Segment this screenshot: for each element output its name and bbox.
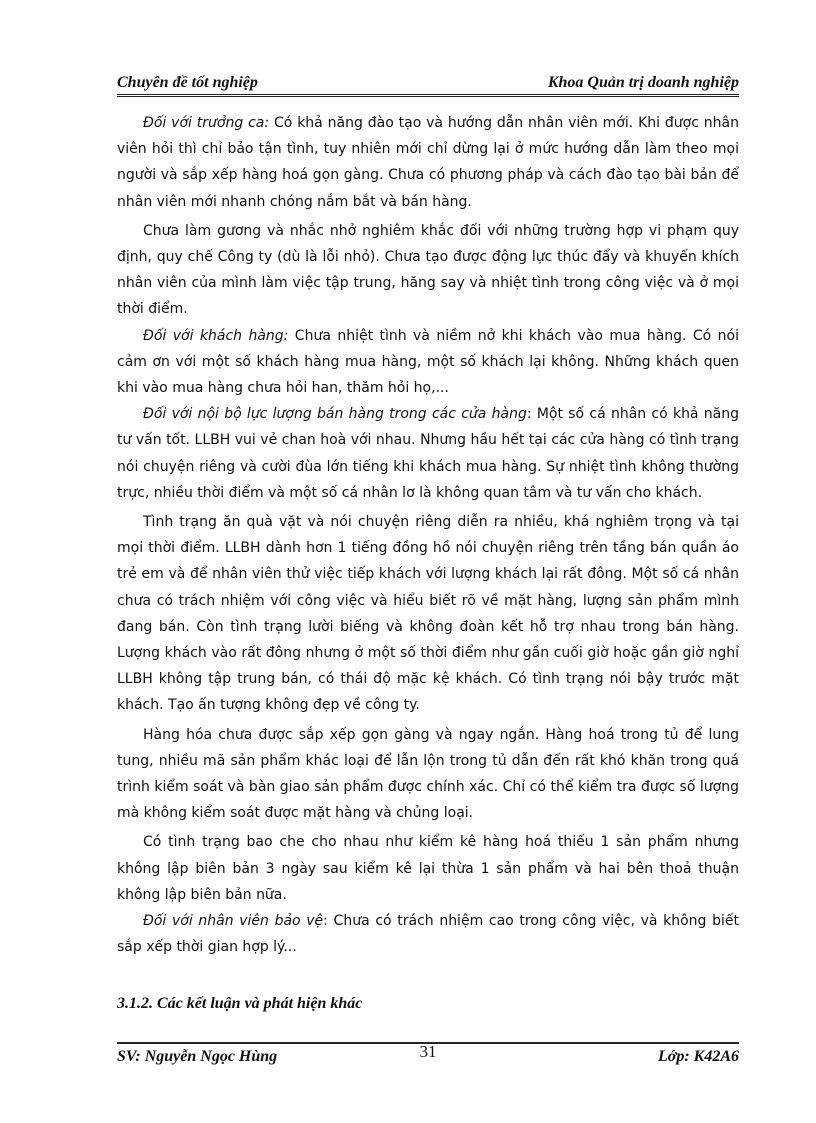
paragraph-text: Có khả năng đào tạo và hướng dẫn nhân viên mới. Khi được nhân viên hỏi thì chỉ bảo tận tình, tuy nhiên mới chỉ dừng lại ở mức hướng dẫn làm theo mọi người và sắp xếp hàng hoá gọn gàng. Chưa có phương pháp và cách đào tạo bài bản để nhân viên mới nhanh chóng nắm bắt và bán hàng. (117, 115, 739, 210)
paragraph-sales-force (117, 401, 739, 506)
paragraph-text: Có tình trạng bao che cho nhau như kiểm kê hàng hoá thiếu 1 sản phẩm nhưng không lập biên bản 3 ngày sau kiểm kê lại thừa 1 sản phẩm và hai bên thoả thuận không lập biên bản nữa. (117, 834, 739, 903)
page-footer (117, 1042, 739, 1070)
paragraph-discipline (117, 218, 739, 323)
footer-student: SV: Nguyễn Ngọc Hùng (117, 1048, 278, 1065)
page-header (117, 72, 739, 97)
paragraph-merchandise (117, 722, 739, 827)
paragraph-text: Chưa làm gương và nhắc nhở nghiêm khắc đối với những trường hợp vi phạm quy định, quy chế Công ty (dù là lỗi nhỏ). Chưa tạo được động lực thúc đẩy và khuyến khích nhân viên của mình làm việc tập trung, hăng say và nhiệt tình trong công việc và ở mọi thời điểm. (117, 222, 739, 318)
paragraph-customers (117, 323, 739, 402)
header-faculty: Khoa Quản trị doanh nghiệp (547, 74, 739, 91)
paragraph-text: : Một số cá nhân có khả năng tư vấn tốt. LLBH vui vẻ chan hoà với nhau. Nhưng hầu hết tại các cửa hàng có tình trạng nói chuyện riêng và cười đùa lớn tiếng khi khách mua hàng. Sự nhiệt tình không thường trực, nhiều thời điểm và một số cá nhân lơ là không quan tâm và tư vấn cho khách. (117, 406, 740, 501)
paragraph-text: : Chưa có trách nhiệm cao trong công việc, và không biết sắp xếp thời gian hợp lý... (117, 913, 739, 956)
paragraph-behavior (117, 509, 739, 719)
section-heading: 3.1.2. Các kết luận và phát hiện khác (117, 995, 363, 1012)
paragraph-text: Tình trạng ăn quà vặt và nói chuyện riêng diễn ra nhiều, khá nghiêm trọng và tại mọi thời điểm. LLBH dành hơn 1 tiếng đồng hồ nói chuyện riêng trên tầng bán quần áo trẻ em và để nhân viên thử việc tiếp khách với lượng khách lại rất đông. Một số cá nhân chưa có trách nhiệm với công việc và hiểu biết rõ về mặt hàng, lượng sản phẩm mình đang bán. Còn tình trạng lười biếng và không đoàn kết hỗ trợ nhau trong bán hàng. Lượng khách vào rất đông nhưng ở một số thời điểm như gần cuối giờ hoặc gần giờ nghỉ LLBH không tập trung bán, có thái độ mặc kệ khách. Có tình trạng nói bậy trước mặt khách. Tạo ấn tượng không đẹp về công ty. (117, 514, 739, 714)
paragraph-lead: Đối với nhân viên bảo vệ (143, 913, 324, 930)
paragraph-shift-leader (117, 110, 739, 215)
page-number: 31 (419, 1042, 437, 1061)
header-document-type: Chuyên đề tốt nghiệp (117, 74, 258, 91)
paragraph-lead: Đối với khách hàng: (143, 327, 289, 344)
paragraph-inventory (117, 829, 739, 908)
paragraph-text: Chưa nhiệt tình và niềm nở khi khách vào mua hàng. Có nói cảm ơn với một số khách hàng mua hàng, một số khách lại không. Những khách quen khi vào mua hàng chưa hỏi han, thăm hỏi họ,... (117, 327, 740, 397)
footer-class: Lớp: K42A6 (657, 1048, 739, 1065)
paragraph-text: Hàng hóa chưa được sắp xếp gọn gàng và ngay ngắn. Hàng hoá trong tủ để lung tung, nhiều mã sản phẩm khác loại để lẫn lộn trong tủ dẫn đến rất khó khăn trong quá trình kiểm soát và bàn giao sản phẩm được chính xác. Chỉ có thể kiểm tra được số lượng mà không kiểm soát được mặt hàng và chủng loại. (117, 726, 739, 822)
paragraph-lead: Đối với nội bộ lực lượng bán hàng trong các cửa hàng (143, 406, 527, 423)
body-text (117, 110, 739, 961)
paragraph-lead: Đối với trưởng ca: (143, 115, 270, 131)
paragraph-security (117, 908, 739, 960)
